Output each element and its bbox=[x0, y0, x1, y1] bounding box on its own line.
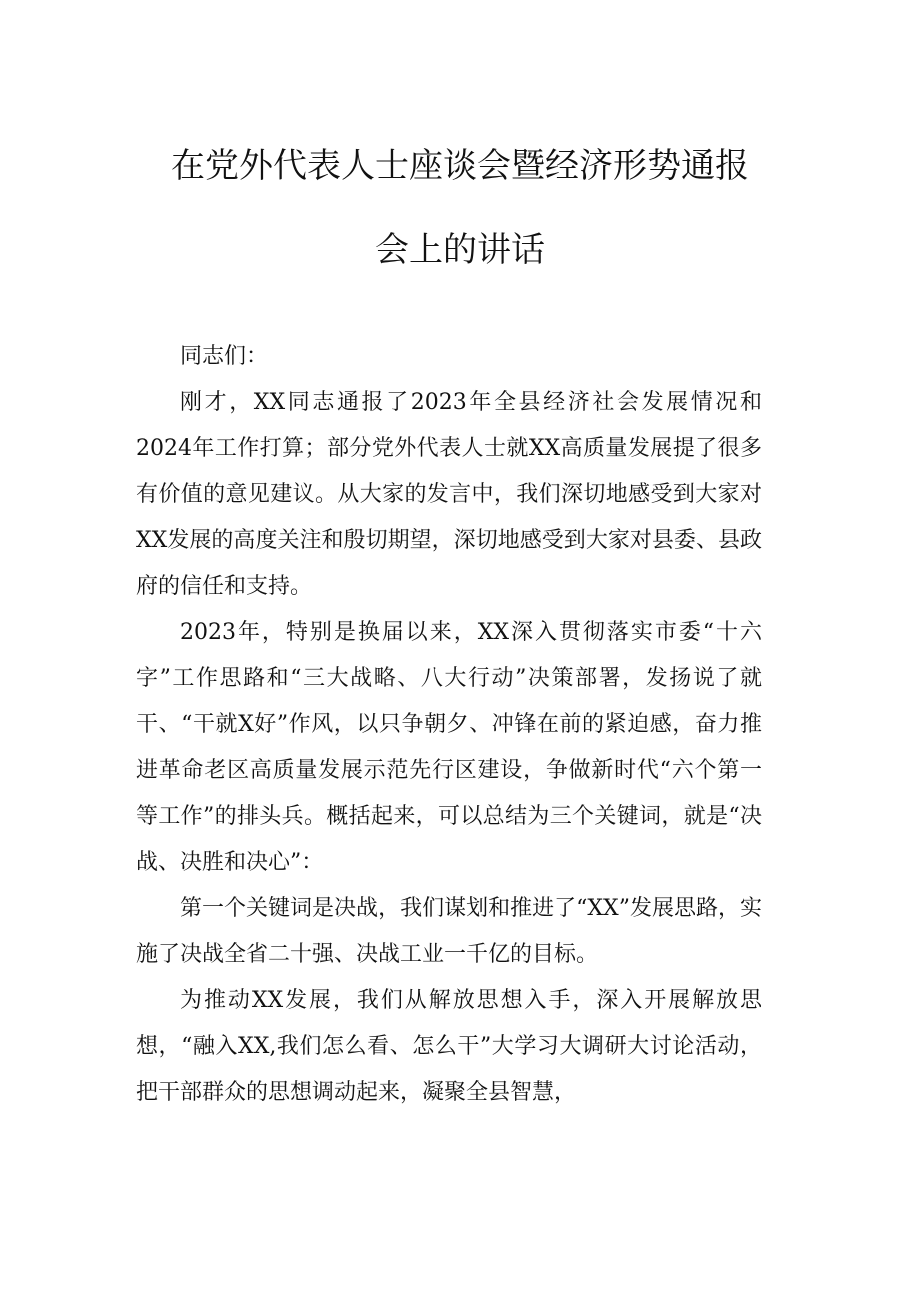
document-body bbox=[136, 334, 762, 1116]
body-paragraph: 刚才，XX同志通报了2023年全县经济社会发展情况和2024年工作打算；部分党外代表人士就XX高质量发展提了很多有价值的意见建议。从大家的发言中，我们深切地感受到大家对XX发展的高度关注和殷切期望，深切地感受到大家对县委、县政府的信任和支持。 bbox=[136, 390, 762, 599]
document-title-line-1: 在党外代表人士座谈会暨经济形势通报 bbox=[171, 146, 749, 186]
salutation: 同志们： bbox=[180, 344, 269, 369]
body-paragraph: 第一个关键词是决战，我们谋划和推进了“XX”发展思路，实施了决战全省二十强、决战工业一千亿的目标。 bbox=[136, 896, 762, 967]
body-paragraph: 2023年，特别是换届以来，XX深入贯彻落实市委“十六字”工作思路和“三大战略、八大行动”决策部署，发扬说了就干、“干就X好”作风，以只争朝夕、冲锋在前的紧迫感，奋力推进革命老区高质量发展示范先行区建设，争做新时代“六个第一等工作”的排头兵。概括起来，可以总结为三个关键词，就是“决战、决胜和决心”： bbox=[136, 620, 762, 875]
body-paragraph: 为推动XX发展，我们从解放思想入手，深入开展解放思想，“融入XX,我们怎么看、怎么干”大学习大调研大讨论活动，把干部群众的思想调动起来，凝聚全县智慧， bbox=[136, 988, 762, 1105]
document-title-line-2: 会上的讲话 bbox=[375, 230, 545, 270]
